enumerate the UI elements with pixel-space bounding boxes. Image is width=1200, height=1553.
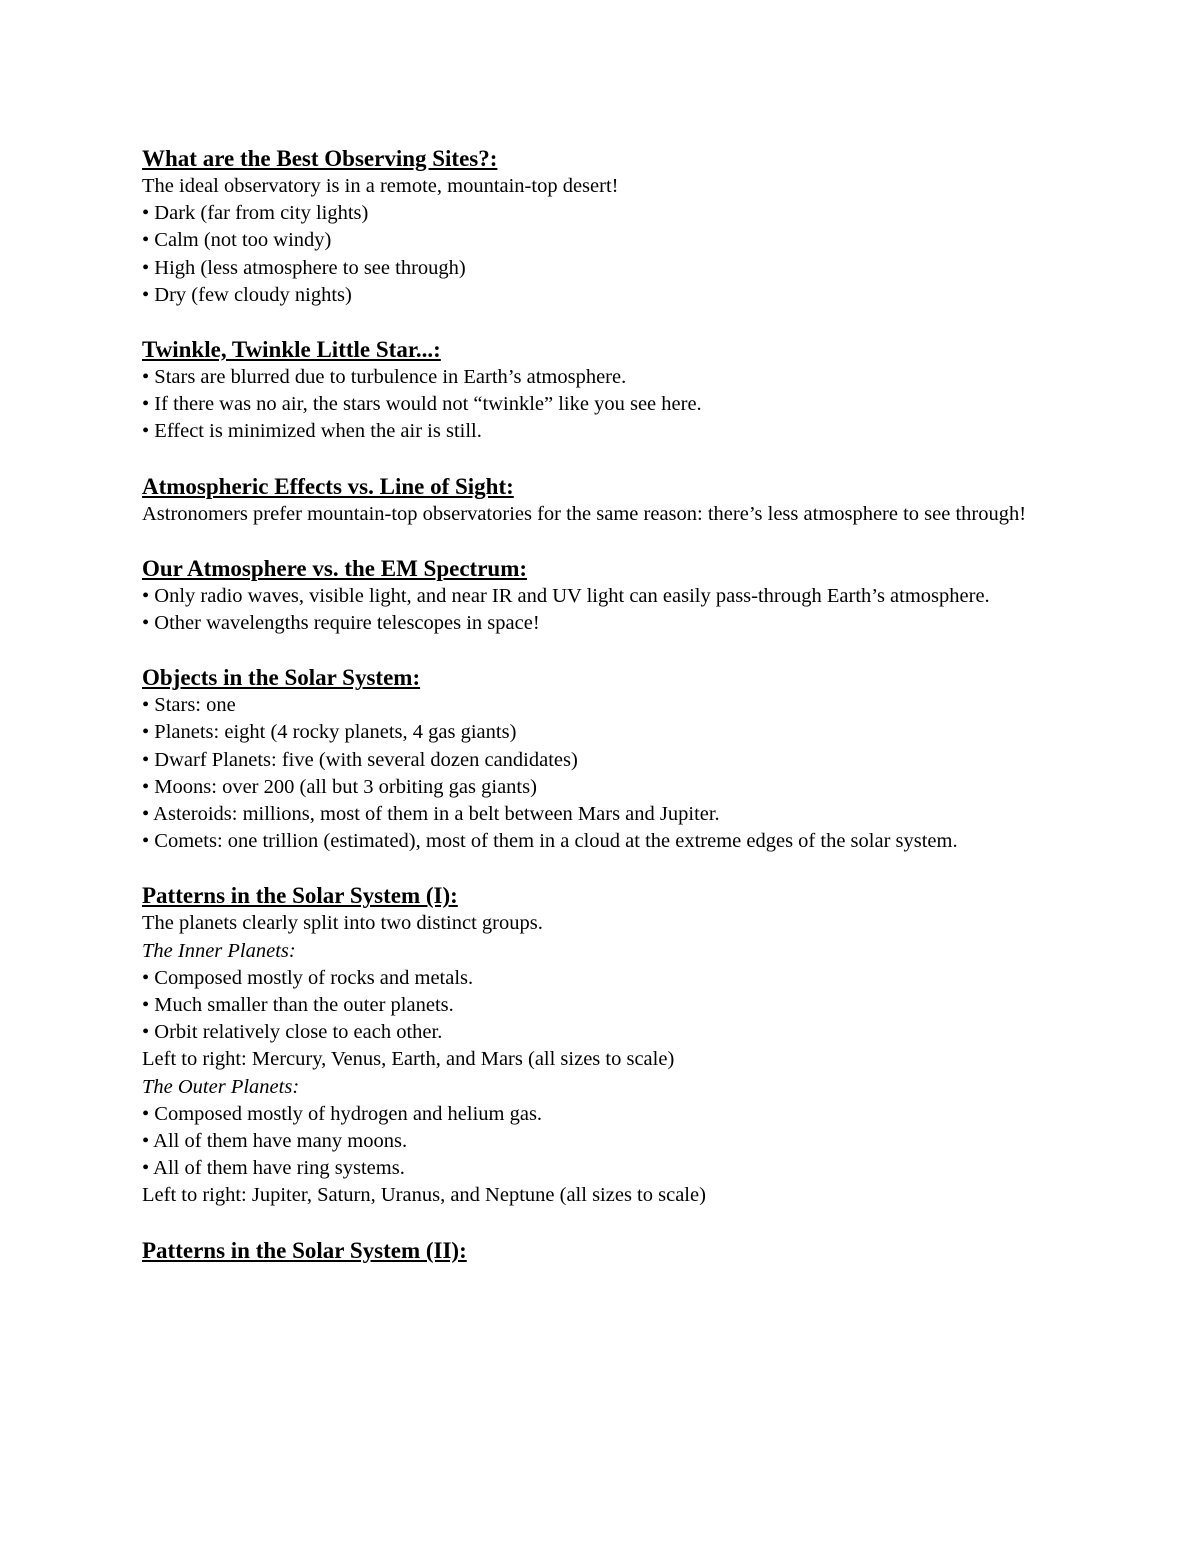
list-item: • Much smaller than the outer planets. xyxy=(142,994,454,1017)
list-item: • Orbit relatively close to each other. xyxy=(142,1021,443,1044)
list-item: • Other wavelengths require telescopes in space! xyxy=(142,612,540,635)
list-item: • Planets: eight (4 rocky planets, 4 gas giants) xyxy=(142,721,517,744)
list-item: • Comets: one trillion (estimated), most of them in a cloud at the extreme edges of the solar system. xyxy=(142,830,958,853)
paragraph: Left to right: Mercury, Venus, Earth, and Mars (all sizes to scale) xyxy=(142,1048,675,1071)
list-item: • All of them have many moons. xyxy=(142,1130,408,1153)
section-atmospheric-effects xyxy=(142,472,1062,528)
section-heading: Our Atmosphere vs. the EM Spectrum: xyxy=(142,555,528,581)
list-item: • Only radio waves, visible light, and near IR and UV light can easily pass-through Earth’s atmosphere. xyxy=(142,584,990,607)
list-item: • Stars: one xyxy=(142,694,236,717)
paragraph: Astronomers prefer mountain-top observatories for the same reason: there’s less atmosphere to see through! xyxy=(142,502,1027,525)
section-twinkle xyxy=(142,335,1062,446)
section-patterns-2 xyxy=(142,1236,1062,1265)
section-heading: Patterns in the Solar System (I): xyxy=(142,883,458,909)
section-observing-sites xyxy=(142,144,1062,309)
list-item: • Effect is minimized when the air is still. xyxy=(142,420,482,443)
list-item: • Dry (few cloudy nights) xyxy=(142,283,352,306)
paragraph: The ideal observatory is in a remote, mountain-top desert! xyxy=(142,175,619,197)
document-body xyxy=(142,144,1062,1265)
subheading-inner-planets: The Inner Planets: xyxy=(142,939,296,962)
list-item: • Calm (not too windy) xyxy=(142,229,332,252)
subheading-outer-planets: The Outer Planets: xyxy=(142,1075,300,1098)
list-item: • Moons: over 200 (all but 3 orbiting gas giants) xyxy=(142,775,537,798)
list-item: • Asteroids: millions, most of them in a belt between Mars and Jupiter. xyxy=(142,803,720,826)
section-heading: Objects in the Solar System: xyxy=(142,665,421,691)
list-item: • If there was no air, the stars would not “twinkle” like you see here. xyxy=(142,393,702,416)
section-heading: Atmospheric Effects vs. Line of Sight: xyxy=(142,473,514,499)
list-item: • High (less atmosphere to see through) xyxy=(142,256,466,279)
section-solar-system-objects xyxy=(142,663,1062,855)
list-item: • All of them have ring systems. xyxy=(142,1157,405,1180)
list-item: • Dark (far from city lights) xyxy=(142,202,369,225)
list-item: • Composed mostly of rocks and metals. xyxy=(142,966,474,989)
list-item: • Composed mostly of hydrogen and helium gas. xyxy=(142,1102,543,1125)
section-em-spectrum xyxy=(142,554,1062,637)
section-heading: Twinkle, Twinkle Little Star...: xyxy=(142,337,441,363)
section-patterns-1 xyxy=(142,881,1062,1209)
section-heading: What are the Best Observing Sites?: xyxy=(142,146,498,171)
paragraph: Left to right: Jupiter, Saturn, Uranus, and Neptune (all sizes to scale) xyxy=(142,1184,706,1207)
section-heading: Patterns in the Solar System (II): xyxy=(142,1237,467,1263)
list-item: • Dwarf Planets: five (with several dozen candidates) xyxy=(142,748,578,771)
list-item: • Stars are blurred due to turbulence in Earth’s atmosphere. xyxy=(142,366,627,389)
paragraph: The planets clearly split into two distinct groups. xyxy=(142,912,543,935)
